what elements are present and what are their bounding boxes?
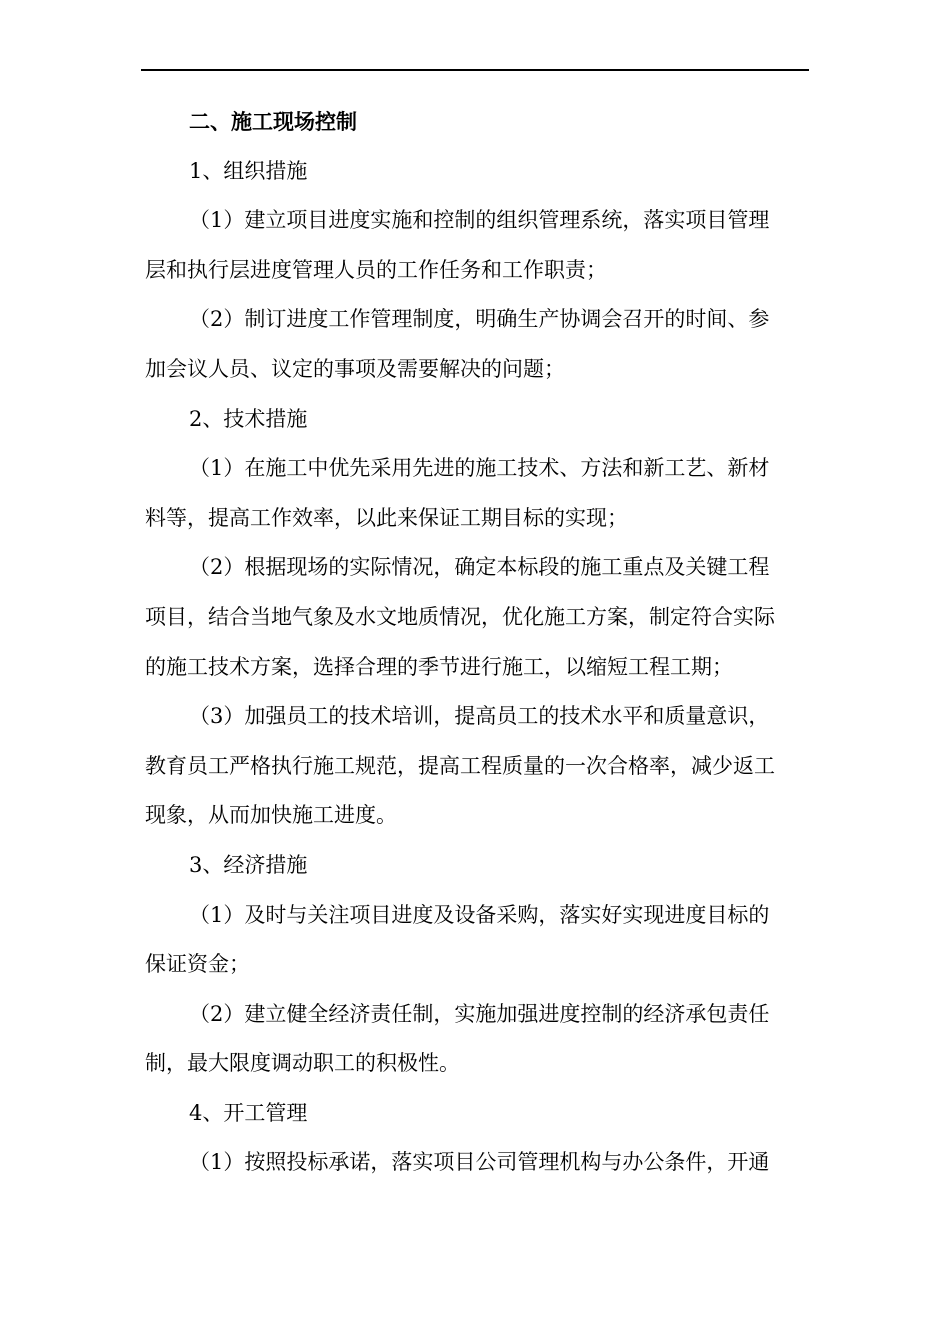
paragraph-line: 项目，结合当地气象及水文地质情况，优化施工方案，制定符合实际 xyxy=(145,604,775,629)
paragraph-line: （1）在施工中优先采用先进的施工技术、方法和新工艺、新材 xyxy=(189,456,770,481)
paragraph-line: （1）按照投标承诺，落实项目公司管理机构与办公条件，开通 xyxy=(189,1150,770,1175)
paragraph-line: 保证资金； xyxy=(145,952,250,977)
subheading-organization: 1、组织措施 xyxy=(189,158,308,183)
section-heading: 二、施工现场控制 xyxy=(189,109,357,134)
paragraph-line: 教育员工严格执行施工规范，提高工程质量的一次合格率，减少返工 xyxy=(145,753,775,778)
paragraph-line: （1）建立项目进度实施和控制的组织管理系统，落实项目管理 xyxy=(189,208,770,233)
paragraph-line: （2）根据现场的实际情况，确定本标段的施工重点及关键工程 xyxy=(189,555,770,580)
subheading-technical: 2、技术措施 xyxy=(189,406,308,431)
paragraph-line: 的施工技术方案，选择合理的季节进行施工，以缩短工程工期； xyxy=(145,654,733,679)
paragraph-line: （3）加强员工的技术培训，提高员工的技术水平和质量意识， xyxy=(189,704,770,729)
paragraph-line: 层和执行层进度管理人员的工作任务和工作职责； xyxy=(145,257,607,282)
paragraph-line: 现象，从而加快施工进度。 xyxy=(145,803,397,828)
subheading-start-management: 4、开工管理 xyxy=(189,1100,308,1125)
paragraph-line: 制，最大限度调动职工的积极性。 xyxy=(145,1051,460,1076)
document-body xyxy=(145,97,809,1188)
paragraph-line: （1）及时与关注项目进度及设备采购，落实好实现进度目标的 xyxy=(189,902,770,927)
header-rule xyxy=(141,69,809,71)
paragraph-line: 加会议人员、议定的事项及需要解决的问题； xyxy=(145,356,565,381)
paragraph-line: （2）制订进度工作管理制度，明确生产协调会召开的时间、参 xyxy=(189,307,770,332)
subheading-economic: 3、经济措施 xyxy=(189,852,308,877)
paragraph-line: （2）建立健全经济责任制，实施加强进度控制的经济承包责任 xyxy=(189,1001,770,1026)
paragraph-line: 料等，提高工作效率，以此来保证工期目标的实现； xyxy=(145,505,628,530)
